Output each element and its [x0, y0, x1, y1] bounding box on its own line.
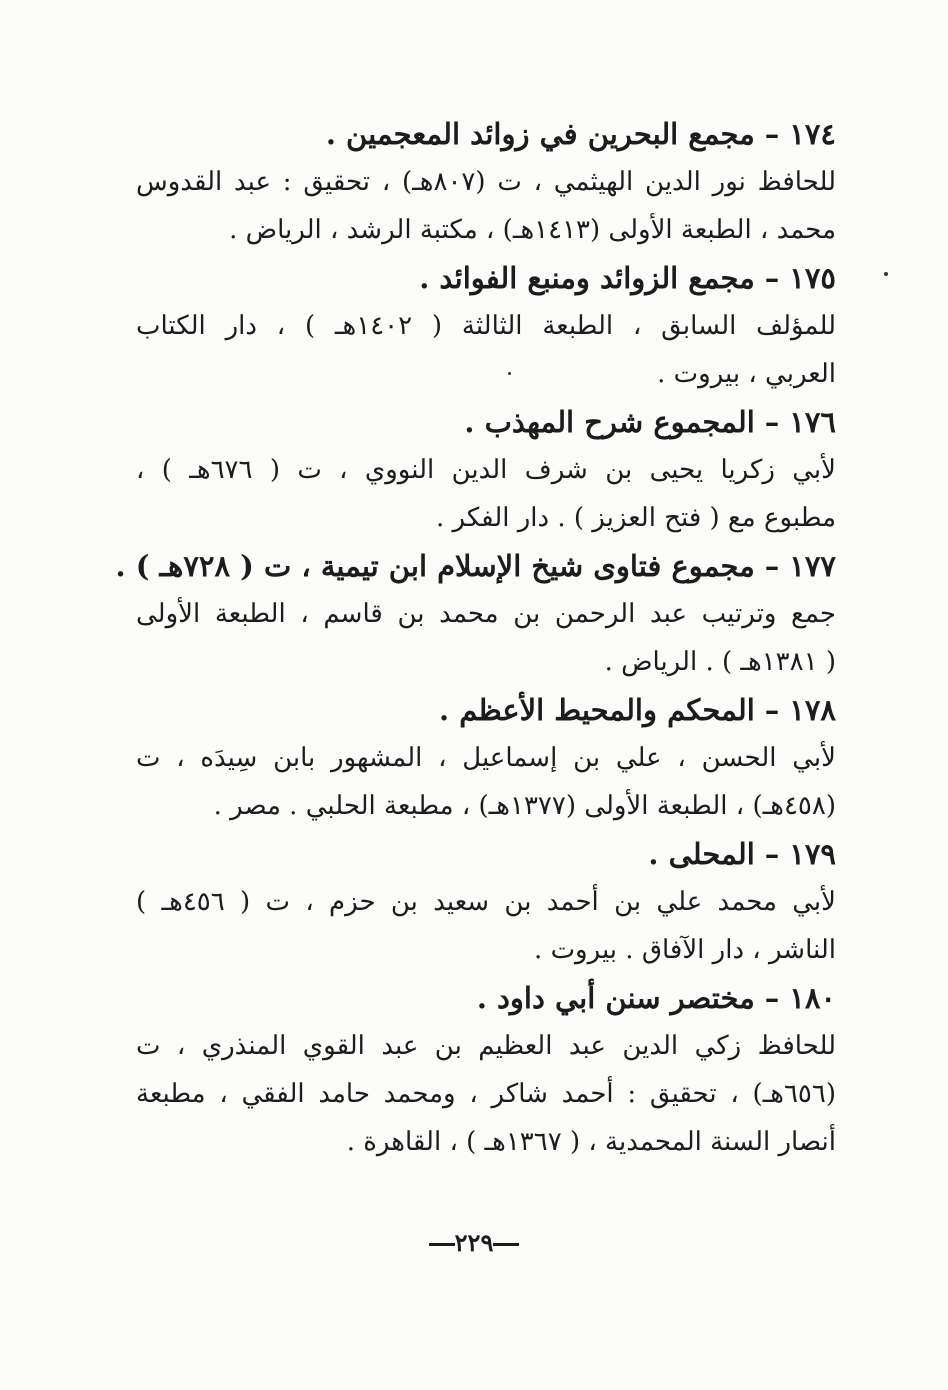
scan-speck [508, 372, 511, 375]
entry-number: ١٧٤ [789, 117, 836, 151]
page-number-footer [0, 1228, 948, 1257]
entry-detail-line: للحافظ نور الدين الهيثمي ، ت (٨٠٧هـ) ، تحقيق : عبد القدوس [136, 167, 836, 197]
entry-title: مجموع فتاوى شيخ الإسلام ابن تيمية ، ت ( ٧٢٨هـ ) . [115, 549, 755, 583]
entry-detail-line: الناشر ، دار الآفاق . بيروت . [534, 935, 836, 965]
page-number: ٢٢٩ [454, 1228, 494, 1257]
entry-detail-line: أنصار السنة المحمدية ، ( ١٣٦٧هـ ) ، القاهرة . [346, 1127, 836, 1157]
entry-detail-line: لأبي زكريا يحيى بن شرف الدين النووي ، ت ( ٦٧٦هـ ) ، [136, 455, 836, 485]
bibliography-entry [136, 974, 836, 1166]
entry-title: المجموع شرح المهذب . [464, 405, 755, 439]
entry-title: مجمع البحرين في زوائد المعجمين . [325, 117, 755, 151]
entry-detail-line: مطبوع مع ( فتح العزيز ) . دار الفكر . [435, 503, 836, 533]
bibliography-entry [115, 542, 836, 686]
entry-number: ١٨٠ [789, 981, 836, 1015]
entry-detail-line: (٦٥٦هـ) ، تحقيق : أحمد شاكر ، ومحمد حامد الفقي ، مطبعة [136, 1079, 836, 1109]
entry-heading [136, 974, 836, 1022]
entry-detail-line: لأبي الحسن ، علي بن إسماعيل ، المشهور بابن سِيدَه ، ت [136, 743, 836, 773]
entry-title: مجمع الزوائد ومنبع الفوائد . [419, 261, 755, 295]
entry-detail-line: ( ١٣٨١هـ ) . الرياض . [604, 647, 836, 677]
entry-dash: – [764, 117, 780, 151]
entry-dash: – [764, 837, 780, 871]
entry-detail-line: العربي ، بيروت . [657, 359, 836, 389]
entry-heading [136, 110, 836, 158]
entry-dash: – [764, 405, 780, 439]
entry-title: المحلى . [648, 837, 755, 871]
entry-dash: – [764, 549, 780, 583]
entry-detail-line: للمؤلف السابق ، الطبعة الثالثة ( ١٤٠٢هـ ) ، دار الكتاب [136, 311, 836, 341]
entry-heading [136, 254, 836, 302]
entry-dash: – [764, 261, 780, 295]
entry-heading [136, 398, 836, 446]
bibliography-entry [136, 686, 836, 830]
entry-heading [136, 686, 836, 734]
entry-dash: – [764, 981, 780, 1015]
entry-number: ١٧٥ [789, 261, 836, 295]
entry-heading [115, 542, 836, 590]
entry-title: المحكم والمحيط الأعظم . [439, 693, 755, 727]
bibliography-entry [136, 254, 836, 398]
entry-title: مختصر سنن أبي داود . [476, 981, 755, 1015]
bibliography-list [115, 110, 836, 1166]
bibliography-entry [136, 398, 836, 542]
entry-dash: – [764, 693, 780, 727]
footer-rule [429, 1243, 455, 1246]
scan-speck [884, 272, 888, 276]
bibliography-entry [136, 830, 836, 974]
entry-number: ١٧٦ [789, 405, 836, 439]
entry-number: ١٧٧ [789, 549, 836, 583]
entry-number: ١٧٩ [789, 837, 836, 871]
entry-heading [136, 830, 836, 878]
footer-rule [493, 1243, 519, 1246]
entry-detail-line: محمد ، الطبعة الأولى (١٤١٣هـ) ، مكتبة الرشد ، الرياض . [229, 215, 836, 245]
entry-detail-line: للحافظ زكي الدين عبد العظيم بن عبد القوي المنذري ، ت [136, 1031, 836, 1061]
entry-detail-line: لأبي محمد علي بن أحمد بن سعيد بن حزم ، ت ( ٤٥٦هـ ) [136, 887, 836, 917]
entry-detail-line: جمع وترتيب عبد الرحمن بن محمد بن قاسم ، الطبعة الأولى [136, 599, 836, 629]
bibliography-entry [136, 110, 836, 254]
entry-detail-line: (٤٥٨هـ) ، الطبعة الأولى (١٣٧٧هـ) ، مطبعة الحلبي . مصر . [213, 791, 836, 821]
entry-number: ١٧٨ [789, 693, 836, 727]
